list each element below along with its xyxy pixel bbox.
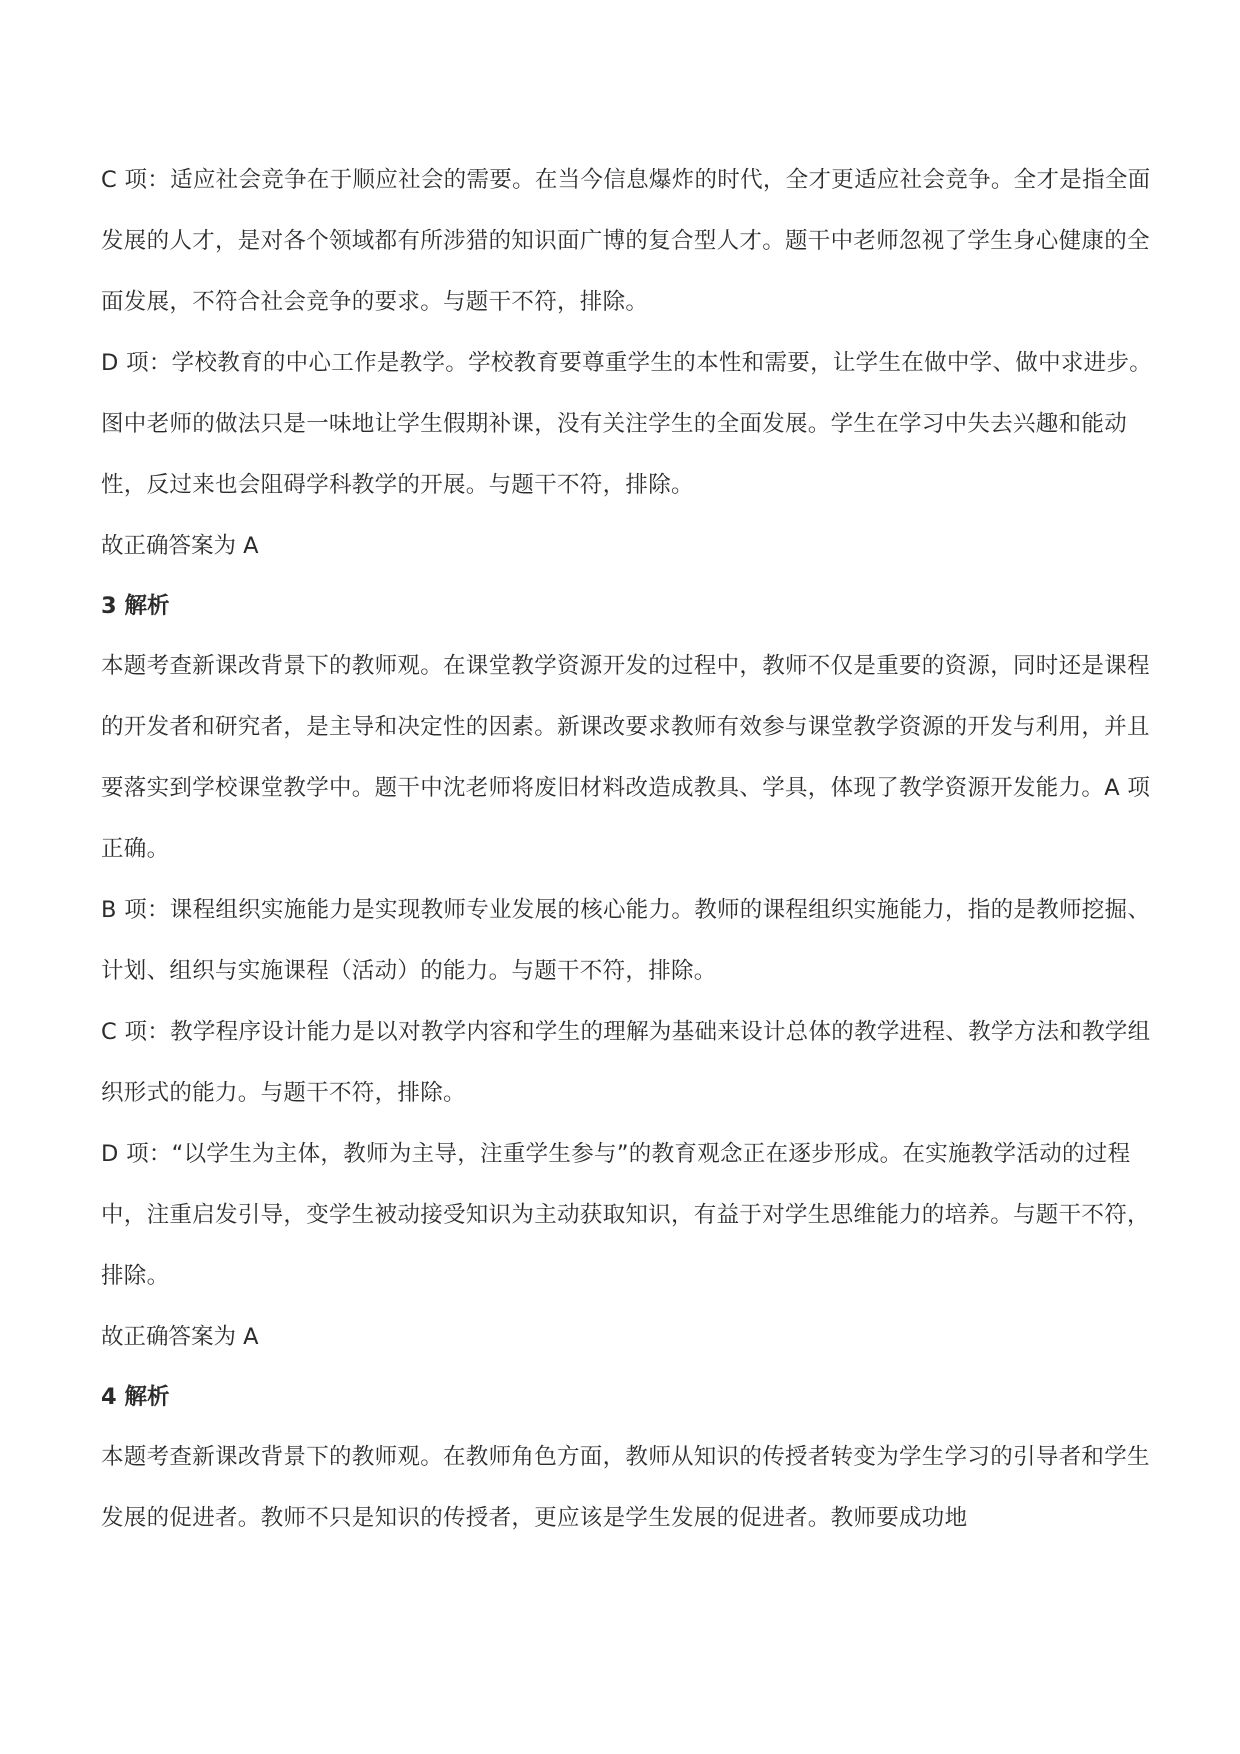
section-heading-4: 4 解析 [101, 1384, 170, 1410]
paragraph-option-d: D 项：“以学生为主体，教师为主导，注重学生参与”的教育观念正在逐步形成。在实施教学活动的过程中，注重启发引导，变学生被动接受知识为主动获取知识，有益于对学生思维能力的培养。与题干不符，排除。 [101, 1141, 1150, 1289]
paragraph-intro-3: 本题考查新课改背景下的教师观。在课堂教学资源开发的过程中，教师不仅是重要的资源，同时还是课程的开发者和研究者，是主导和决定性的因素。新课改要求教师有效参与课堂教学资源的开发与利用，并且要落实到学校课堂教学中。题干中沈老师将废旧材料改造成教具、学具，体现了教学资源开发能力。A 项正确。 [101, 653, 1151, 862]
paragraph-option-c: C 项：适应社会竞争在于顺应社会的需要。在当今信息爆炸的时代，全才更适应社会竞争。全才是指全面发展的人才，是对各个领域都有所涉猎的知识面广博的复合型人才。题干中老师忽视了学生身心健康的全面发展，不符合社会竞争的要求。与题干不符，排除。 [101, 167, 1151, 315]
paragraph-intro-4: 本题考查新课改背景下的教师观。在教师角色方面，教师从知识的传授者转变为学生学习的引导者和学生发展的促进者。教师不只是知识的传授者，更应该是学生发展的促进者。教师要成功地 [101, 1444, 1150, 1531]
document-page [101, 150, 1161, 1549]
paragraph-option-b: B 项：课程组织实施能力是实现教师专业发展的核心能力。教师的课程组织实施能力，指的是教师挖掘、计划、组织与实施课程（活动）的能力。与题干不符，排除。 [101, 897, 1151, 984]
paragraph-option-c: C 项：教学程序设计能力是以对教学内容和学生的理解为基础来设计总体的教学进程、教学方法和教学组织形式的能力。与题干不符，排除。 [101, 1019, 1151, 1106]
answer-line: 故正确答案为 A [101, 1324, 259, 1350]
paragraph-option-d: D 项：学校教育的中心工作是教学。学校教育要尊重学生的本性和需要，让学生在做中学、做中求进步。图中老师的做法只是一味地让学生假期补课，没有关注学生的全面发展。学生在学习中失去兴趣和能动性，反过来也会阻碍学科教学的开展。与题干不符，排除。 [101, 350, 1153, 498]
answer-line: 故正确答案为 A [101, 533, 259, 559]
section-heading-3: 3 解析 [101, 593, 170, 619]
